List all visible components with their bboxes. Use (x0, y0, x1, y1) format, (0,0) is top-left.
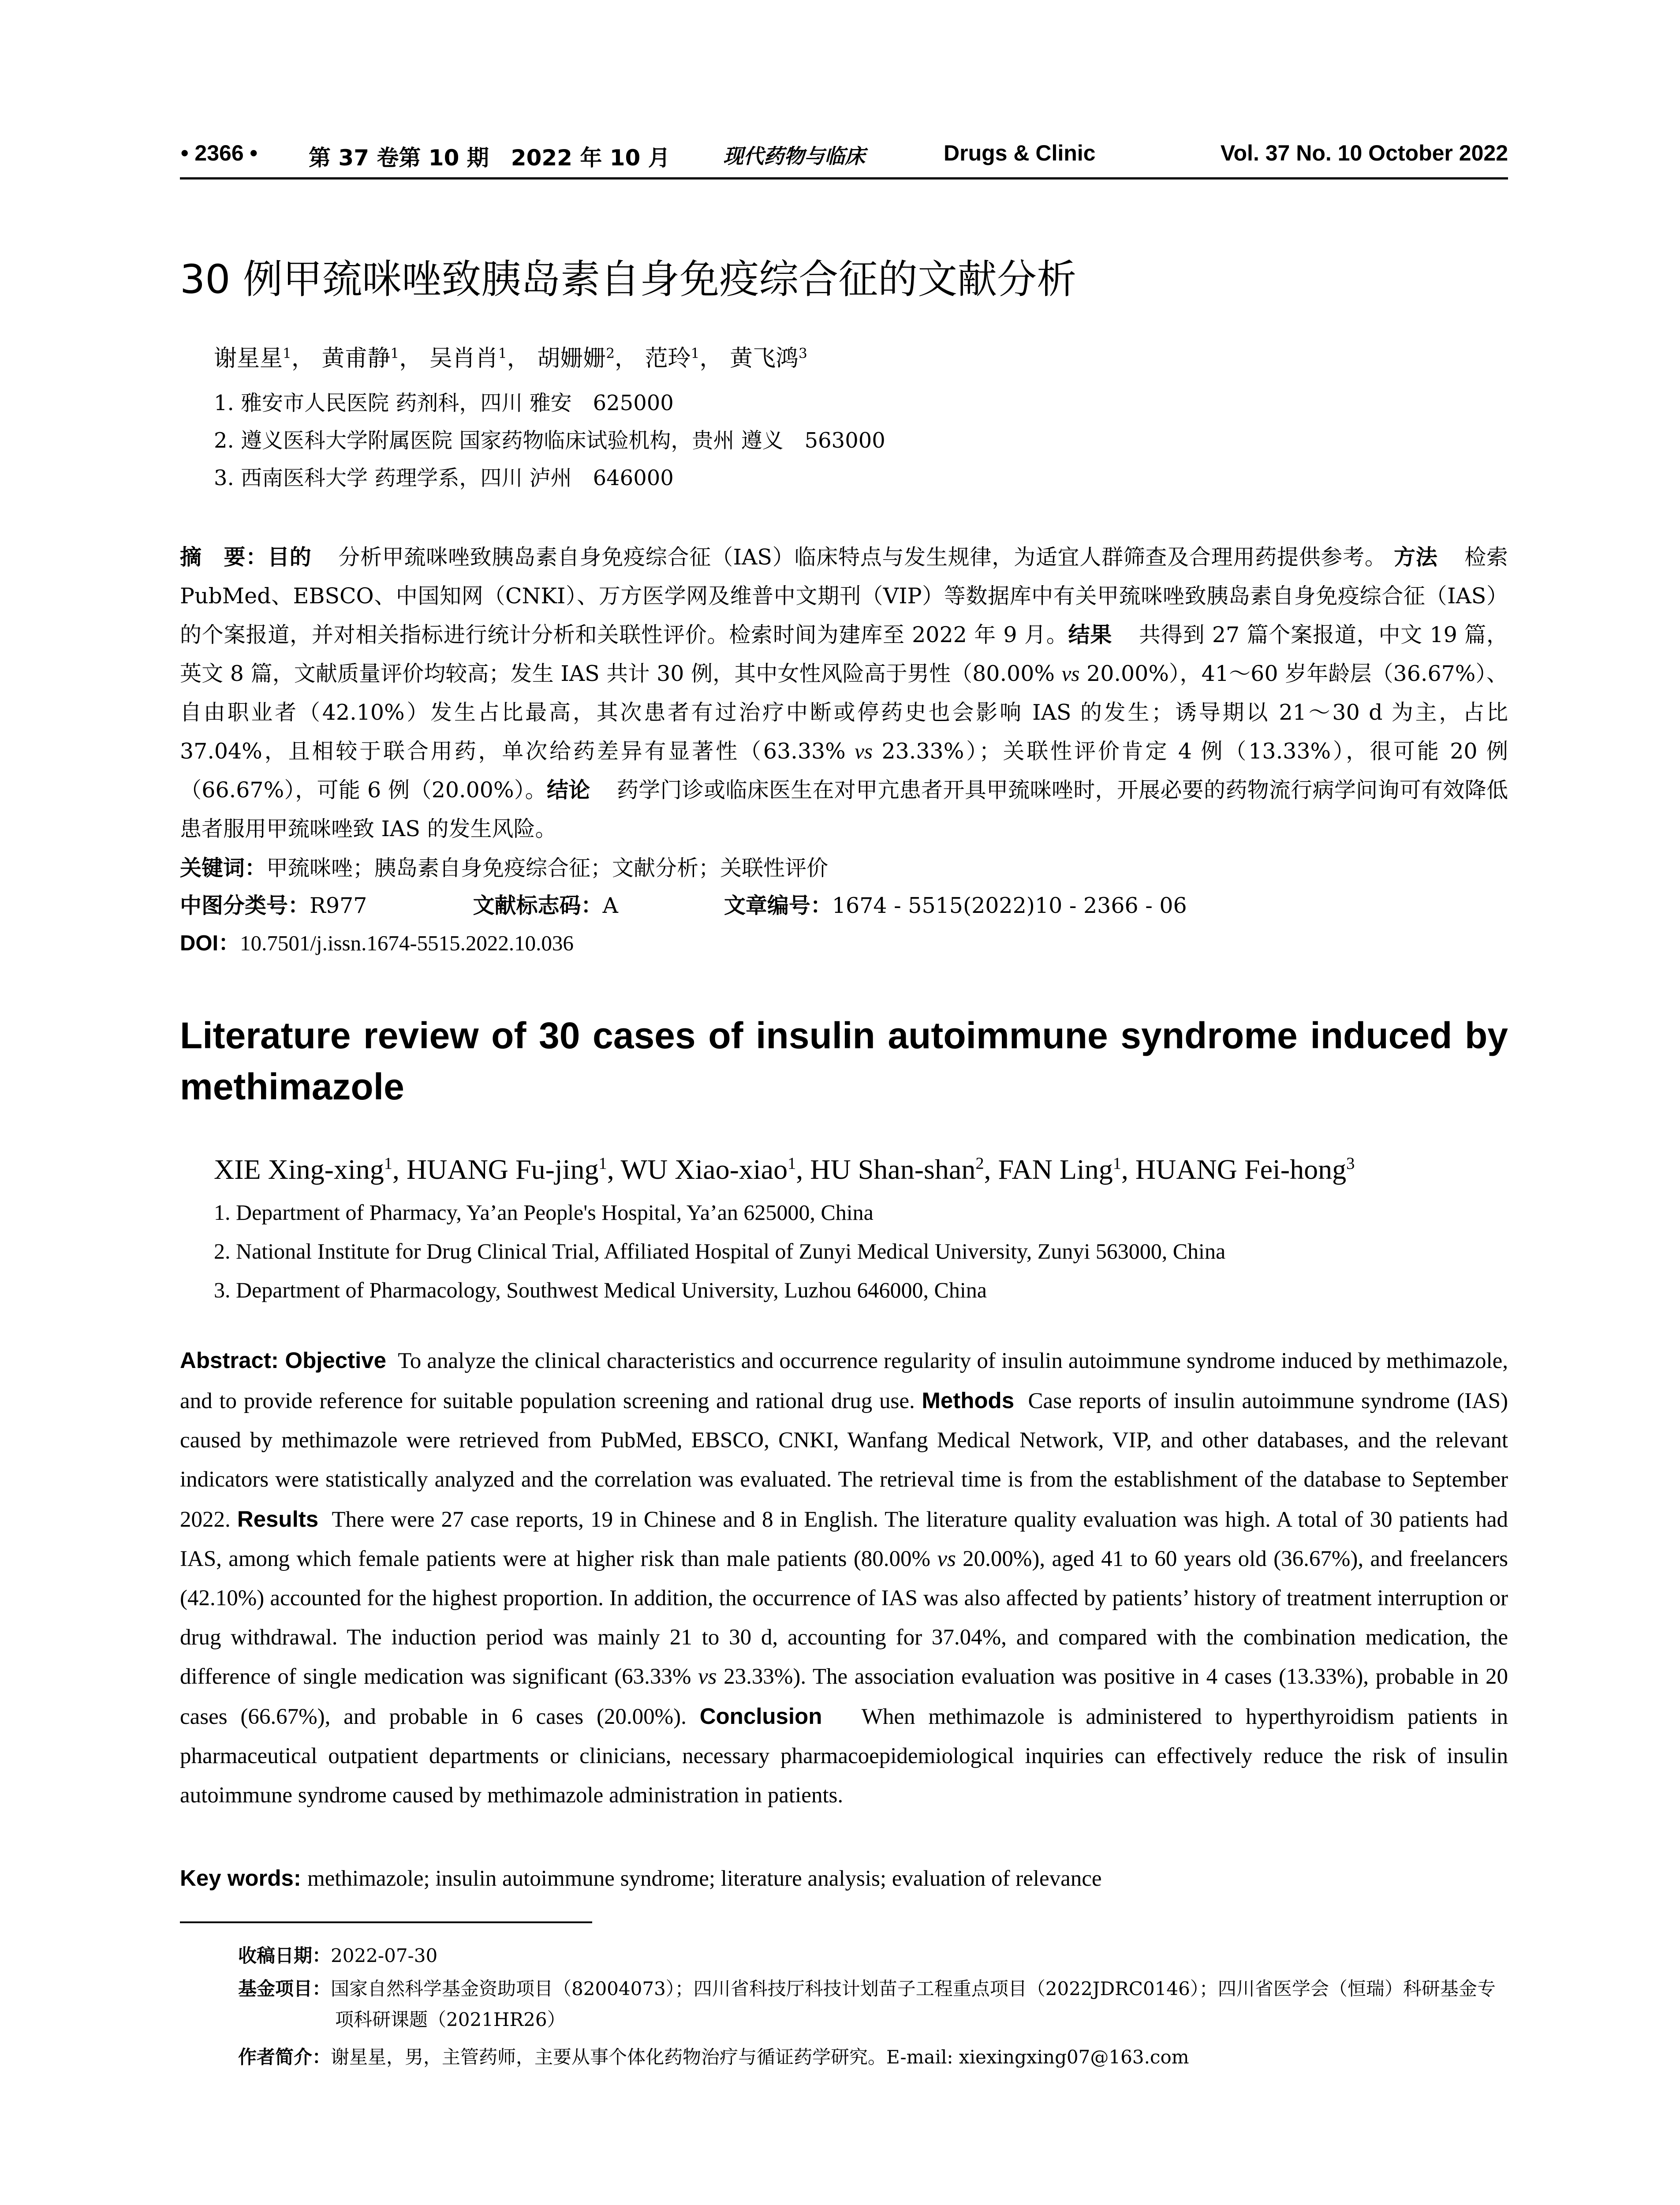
page-number: • 2366 • (181, 141, 258, 165)
cn-classification: 中图分类号：R977 文献标志码：A 文章编号：1674 - 5515(2022)10 - 2366 - 06 (180, 893, 1187, 918)
en-keywords: Key words: methimazole; insulin autoimmune syndrome; literature analysis; evaluation of relevance (180, 1865, 1102, 1891)
en-author: HUANG Fu-jing$^1$ (406, 1154, 607, 1185)
en-affiliation: 1. Department of Pharmacy, Ya’an People's Hospital, Ya’an 625000, China (214, 1200, 874, 1225)
cn-affiliation: 1. 雅安市人民医院 药剂科，四川 雅安 625000 (214, 391, 674, 415)
footnote-rule (180, 1921, 592, 1923)
cn-abstract-label: 摘 要： (180, 545, 268, 570)
cn-title: 30 例甲巯咪唑致胰岛素自身免疫综合征的文献分析 (180, 256, 1077, 303)
en-affiliation: 3. Department of Pharmacology, Southwest Medical University, Luzhou 646000, China (214, 1278, 987, 1302)
cn-objective-text: 分析甲巯咪唑致胰岛素自身免疫综合征（IAS）临床特点与发生规律，为适宜人群筛查及合理用药提供参考。 (338, 545, 1387, 570)
cn-author: 谢星星$^1$ (214, 345, 291, 372)
running-header (181, 140, 1508, 176)
cn-author: 范玲$^1$ (645, 345, 700, 372)
doc-code: A (602, 893, 618, 918)
footnote-fund: 基金项目：国家自然科学基金资助项目（82004073）；四川省科技厅科技计划苗子工程重点项目（2022JDRC0146）；四川省医学会（恒瑞）科研基金专项科研课题（2021HR26） (238, 1978, 1496, 2030)
cn-author: 吴肖肖$^1$ (429, 345, 507, 372)
en-objective-text: To analyze the clinical characteristics and occurrence regularity of insulin autoimmune syndrome induced by methimazole, and to provide reference for suitable population screening and rational drug use. (180, 1349, 1508, 1413)
en-conclusion-text: When methimazole is administered to hyperthyroidism patients in pharmaceutical outpatient departments or clinicians, necessary pharmacoepidemiological inquiries can effectively reduce the risk of insulin autoimmune syndrome caused by methimazole administration in patients. (180, 1704, 1508, 1808)
footnote-author: 作者简介：谢星星，男，主管药师，主要从事个体化药物治疗与循证药学研究。E-mail: xiexingxing07@163.com (238, 2046, 1189, 2068)
cn-conclusion-text: 药学门诊或临床医生在对甲亢患者开具甲巯咪唑时，开展必要的药物流行病学问询可有效降低患者服用甲巯咪唑致 IAS 的发生风险。 (180, 777, 1508, 841)
cn-author-list: 谢星星$^1$， 黄甫静$^1$， 吴肖肖$^1$， 胡姗姗$^2$， 范玲$^1$， 黄飞鸿$^3$ (214, 345, 807, 372)
journal-name-cn: 现代药物与临床 (723, 144, 865, 168)
en-author: HUANG Fei-hong$^3$ (1135, 1154, 1355, 1185)
header-rule (180, 177, 1508, 179)
en-objective-label: Objective (285, 1348, 387, 1373)
en-conclusion-label: Conclusion (699, 1704, 822, 1729)
en-author: XIE Xing-xing$^1$ (214, 1154, 392, 1185)
cn-affiliation: 3. 西南医科大学 药理学系，四川 泸州 646000 (214, 466, 674, 490)
doi: DOI：10.7501/j.issn.1674-5515.2022.10.036 (180, 931, 574, 955)
cn-results-text: 共得到 27 篇个案报道，中文 19 篇，英文 8 篇，文献质量评价均较高；发生 IAS 共计 30 例，其中女性风险高于男性（80.00% (180, 622, 1508, 686)
cn-author: 胡姗姗$^2$ (537, 345, 615, 372)
journal-name-en: Drugs & Clinic (944, 141, 1096, 165)
cn-author: 黄甫静$^1$ (321, 345, 399, 372)
cn-conclusion-label: 结论 (546, 777, 590, 803)
cn-results-label: 结果 (1068, 622, 1113, 647)
clc-number: R977 (310, 893, 367, 918)
en-methods-text: Case reports of insulin autoimmune syndrome (IAS) caused by methimazole were retrieved from PubMed, EBSCO, CNKI, Wanfang Medical Network, VIP, and other databases, and the relevant indicators were statistically analyzed and the correlation was evaluated. The retrieval time is from the establishment of the database to September 2022. (180, 1389, 1508, 1532)
en-abstract: Abstract: Objective To analyze the clinical characteristics and occurrence regularity of insulin autoimmune syndrome induced by methimazole, and to provide reference for suitable population screening and rational drug use. Methods Case reports of insulin autoimmune syndrome (IAS) caused by methimazole were retrieved from PubMed, EBSCO, CNKI, Wanfang Medical Network, VIP, and other databases, and the relevant indicators were statistically analyzed and the correlation was evaluated. The retrieval time is from the establishment of the database to September 2022. Results There were 27 case reports, 19 in Chinese and 8 in English. The literature quality evaluation was high. A total of 30 patients had IAS, among which female patients were at higher risk than male patients (80.00% vs 20.00%), aged 41 to 60 years old (36.67%), and freelancers (42.10%) accounted for the highest proportion. In addition, the occurrence of IAS was also affected by patients’ history of treatment interruption or drug withdrawal. The induction period was mainly 21 to 30 d, accounting for 37.04%, and compared with the combination medication, the difference of single medication was significant (63.33% vs 23.33%). The association evaluation was positive in 4 cases (13.33%), probable in 20 cases (66.67%), and probable in 6 cases (20.00%). Conclusion When methimazole is administered to hyperthyroidism patients in pharmaceutical outpatient departments or clinicians, necessary pharmacoepidemiological inquiries can effectively reduce the risk of insulin autoimmune syndrome caused by methimazole administration in patients. (180, 1348, 1508, 1808)
issue-en: Vol. 37 No. 10 October 2022 (1220, 141, 1508, 165)
cn-methods-label: 方法 (1393, 545, 1438, 570)
cn-abstract: 摘 要：目的 分析甲巯咪唑致胰岛素自身免疫综合征（IAS）临床特点与发生规律，为适宜人群筛查及合理用药提供参考。 方法 检索 PubMed、EBSCO、中国知网（CNKI）、万方医学网及维普中文期刊（VIP）等数据库中有关甲巯咪唑致胰岛素自身免疫综合征（IAS）的个案报道，并对相关指标进行统计分析和关联性评价。检索时间为建库至 2022 年 9 月。结果 共得到 27 篇个案报道，中文 19 篇，英文 8 篇，文献质量评价均较高；发生 IAS 共计 30 例，其中女性风险高于男性（80.00% vs 20.00%），41～60 岁年龄层（36.67%）、自由职业者（42.10%）发生占比最高，其次患者有过治疗中断或停药史也会影响 IAS 的发生；诱导期以 21～30 d 为主，占比 37.04%，且相较于联合用药，单次给药差异有显著性（63.33% vs 23.33%）；关联性评价肯定 4 例（13.33%），很可能 20 例（66.67%），可能 6 例（20.00%）。结论 药学门诊或临床医生在对甲亢患者开具甲巯咪唑时，开展必要的药物流行病学问询可有效降低患者服用甲巯咪唑致 IAS 的发生风险。 (180, 545, 1508, 841)
footnote-received: 收稿日期：2022-07-30 (238, 1945, 438, 1966)
en-abstract-label: Abstract: (180, 1348, 285, 1373)
issue-cn: 第 37 卷第 10 期 2022 年 10 月 (309, 145, 670, 171)
cn-objective-label: 目的 (268, 545, 312, 570)
en-author: WU Xiao-xiao$^1$ (620, 1154, 796, 1185)
article-number: 1674 - 5515(2022)10 - 2366 - 06 (832, 893, 1187, 918)
en-results-label: Results (237, 1506, 319, 1532)
en-methods-label: Methods (922, 1388, 1015, 1413)
en-author: HU Shan-shan$^2$ (810, 1154, 984, 1185)
en-author-list: XIE Xing-xing$^1$, HUANG Fu-jing$^1$, WU Xiao-xiao$^1$, HU Shan-shan$^2$, FAN Ling$^1$, HUANG Fei-hong$^3$ (214, 1154, 1355, 1185)
cn-keywords: 关键词：甲巯咪唑；胰岛素自身免疫综合征；文献分析；关联性评价 (180, 856, 829, 881)
cn-methods-text: 检索 PubMed、EBSCO、中国知网（CNKI）、万方医学网及维普中文期刊（VIP）等数据库中有关甲巯咪唑致胰岛素自身免疫综合征（IAS）的个案报道，并对相关指标进行统计分析和关联性评价。检索时间为建库至 2022 年 9 月。 (180, 545, 1508, 647)
en-results-text: There were 27 case reports, 19 in Chinese and 8 in English. The literature quality evaluation was high. A total of 30 patients had IAS, among which female patients were at higher risk than male patients (80.00% (180, 1507, 1508, 1571)
cn-affiliation: 2. 遵义医科大学附属医院 国家药物临床试验机构，贵州 遵义 563000 (214, 428, 885, 453)
en-author: FAN Ling$^1$ (998, 1154, 1121, 1185)
en-affiliation: 2. National Institute for Drug Clinical Trial, Affiliated Hospital of Zunyi Medical University, Zunyi 563000, China (214, 1239, 1226, 1263)
cn-author: 黄飞鸿$^3$ (729, 345, 807, 372)
en-title: Literature review of 30 cases of insulin autoimmune syndrome induced by methimazole (180, 1015, 1508, 1107)
